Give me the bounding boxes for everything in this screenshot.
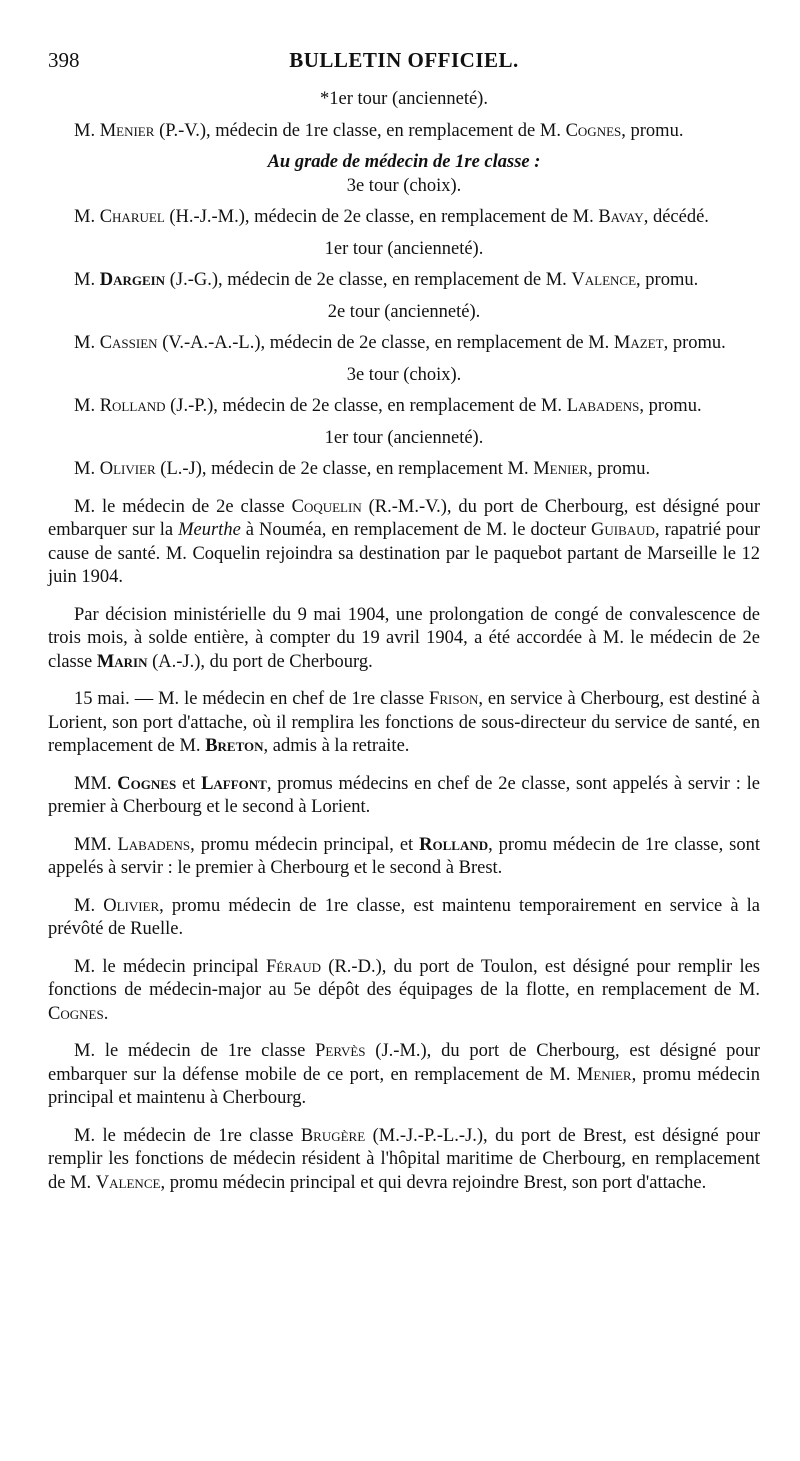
paragraph: M. le médecin de 2e classe Coquelin (R.-M.-V.), du port de Cherbourg, est désigné pour embarquer sur la Meurthe à Nouméa, en remplacement de M. le docteur Guibaud, rapatrié pour cause de santé. M. Coquelin rejoindra sa destination par le paquebot partant de Marseille le 12 juin 1904.	[48, 496, 761, 587]
page-number: 398	[48, 48, 80, 72]
paragraph: M. le médecin principal Féraud (R.-D.), du port de Toulon, est désigné pour remplir les fonctions de médecin-major au 5e dépôt des équipages de la flotte, en remplacement de M. Cognes.	[48, 956, 761, 1024]
paragraph: M. Cassien (V.-A.-A.-L.), médecin de 2e classe, en remplacement de M. Mazet, promu.	[74, 333, 726, 353]
grade-heading: Au grade de médecin de 1re classe :	[267, 152, 541, 172]
tour-heading: 2e tour (ancienneté).	[327, 301, 481, 322]
tour-heading: 1er tour (ancienneté).	[324, 238, 484, 259]
tour-heading: 1er tour (ancienneté).	[324, 427, 484, 448]
paragraph: M. le médecin de 1re classe Pervès (J.-M.), du port de Cherbourg, est désigné pour embarquer sur la défense mobile de ce port, en remplacement de M. Menier, promu médecin principal et maintenu à Cherbourg.	[48, 1041, 761, 1108]
paragraph: M. Dargein (J.-G.), médecin de 2e classe, en remplacement de M. Valence, promu.	[74, 270, 699, 290]
tour-heading: *1er tour (ancienneté).	[320, 89, 488, 109]
page-header	[48, 48, 760, 78]
surname: Menier	[99, 120, 155, 141]
tour-heading: 3e tour (choix).	[346, 175, 462, 196]
paragraph: M. Rolland (J.-P.), médecin de 2e classe, en remplacement de M. Labadens, promu.	[74, 396, 702, 416]
paragraph: MM. Labadens, promu médecin principal, et Rolland, promu médecin de 1re classe, sont appelés à servir : le premier à Cherbourg et le second à Brest.	[48, 834, 760, 878]
paragraph: 15 mai. — M. le médecin en chef de 1re classe Frison, en service à Cherbourg, est destiné à Lorient, son port d'attache, où il remplira les fonctions de sous-directeur du service de santé, en remplacement de M. Breton, admis à la retraite.	[48, 689, 760, 756]
paragraph: M. Olivier, promu médecin de 1re classe, est maintenu temporairement en service à la prévôté de Ruelle.	[48, 895, 760, 939]
paragraph: M. le médecin de 1re classe Brugère (M.-J.-P.-L.-J.), du port de Brest, est désigné pour remplir les fonctions de médecin résident à l'hôpital maritime de Cherbourg, en remplacement de M. Valence, promu médecin principal et qui devra rejoindre Brest, son port d'attache.	[48, 1125, 760, 1193]
document-body	[48, 88, 760, 1195]
paragraph: M. Menier (P.-V.), médecin de 1re classe, en remplacement de M. Cognes, promu.	[74, 120, 684, 141]
paragraph: M. Olivier (L.-J), médecin de 2e classe, en remplacement M. Menier, promu.	[74, 459, 651, 479]
paragraph: Par décision ministérielle du 9 mai 1904, une prolongation de congé de convalescence de trois mois, à solde entière, à compter du 19 avril 1904, a été accordée à M. le médecin de 2e classe Marin (A.-J.), du port de Cherbourg.	[48, 604, 760, 672]
tour-heading: 3e tour (choix).	[346, 364, 462, 385]
paragraph: MM. Cognes et Laffont, promus médecins en chef de 2e classe, sont appelés à servir : le premier à Cherbourg et le second à Lorient.	[48, 773, 760, 817]
page-title: BULLETIN OFFICIEL.	[289, 48, 519, 72]
paragraph: M. Charuel (H.-J.-M.), médecin de 2e classe, en remplacement de M. Bavay, décédé.	[74, 207, 709, 227]
